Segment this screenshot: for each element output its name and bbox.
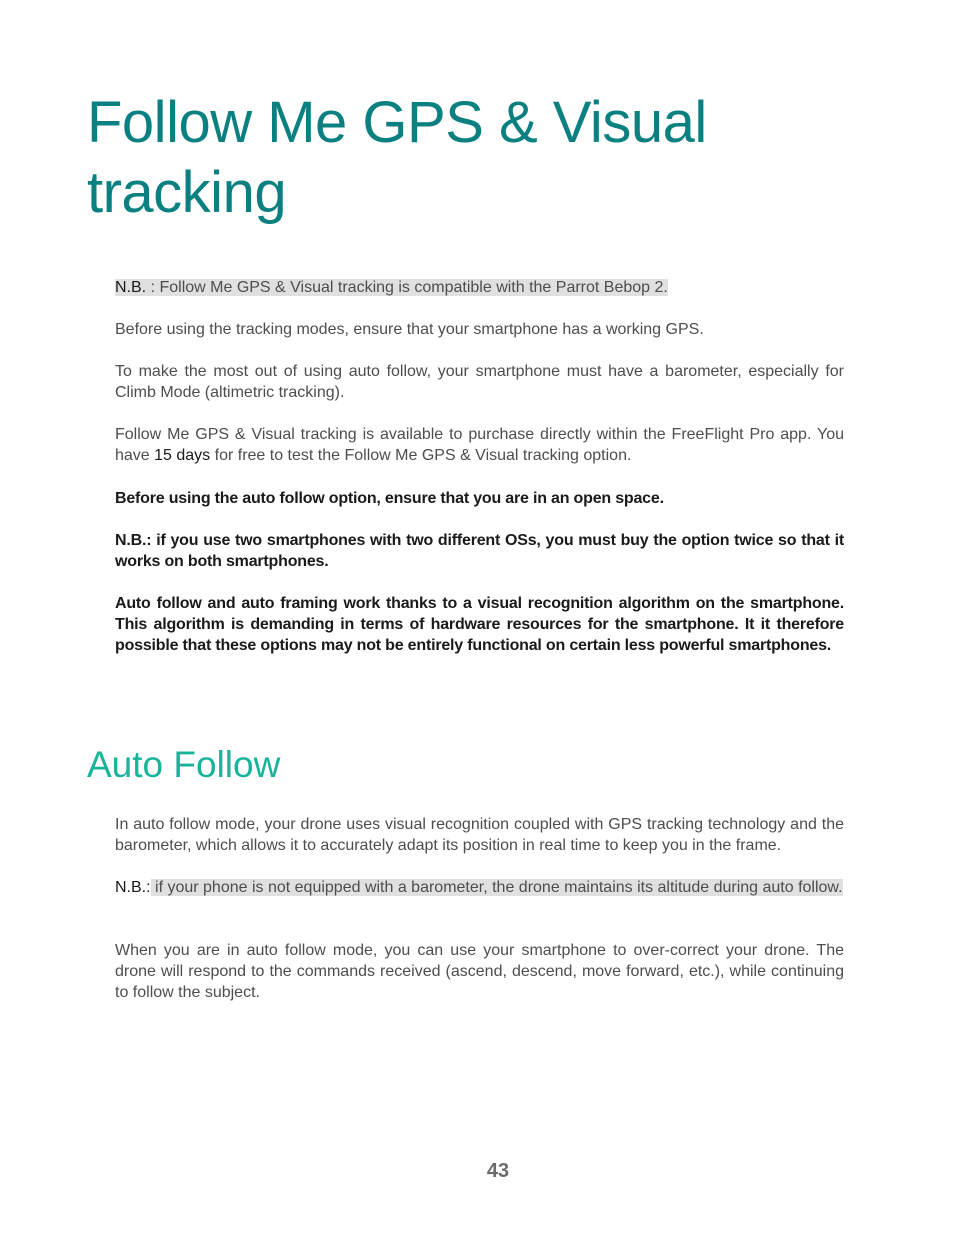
trial-days: 15 days xyxy=(154,447,211,464)
purchase-paragraph xyxy=(115,424,844,466)
barometer-paragraph: To make the most out of using auto follow, your smartphone must have a barometer, especially for Climb Mode (altimetric tracking). xyxy=(115,363,844,401)
nb2-label: N.B.: xyxy=(115,879,151,896)
nb2-text: if your phone is not equipped with a barometer, the drone maintains its altitude during auto follow. xyxy=(150,879,843,896)
nb-label: N.B. xyxy=(115,279,147,296)
nb-text: : Follow Me GPS & Visual tracking is compatible with the Parrot Bebop 2. xyxy=(146,279,668,296)
section-title-auto-follow: Auto Follow xyxy=(87,744,281,785)
nb-highlight xyxy=(115,279,668,296)
page-number: 43 xyxy=(486,1160,510,1182)
algorithm-warning: Auto follow and auto framing work thanks to a visual recognition algorithm on the smartphone. This algorithm is demanding in terms of hardware resources for the smartphone. It it therefore possible that these options may not be entirely functional on certain less powerful smartphones. xyxy=(115,595,844,654)
auto-follow-paragraph: In auto follow mode, your drone uses visual recognition coupled with GPS tracking technology and the barometer, which allows it to accurately adapt its position in real time to keep you in the frame. xyxy=(115,816,844,854)
nb-compatibility-note xyxy=(115,277,844,298)
page-title xyxy=(87,88,867,228)
gps-paragraph: Before using the tracking modes, ensure that your smartphone has a working GPS. xyxy=(115,321,704,338)
nb-barometer-note xyxy=(115,877,844,898)
page-title-line1: Follow Me GPS & Visual xyxy=(87,90,707,155)
purchase-text-before: Follow Me GPS & Visual tracking is available to purchase directly within the FreeFlight Pro app. You have xyxy=(115,426,844,464)
purchase-text-after: for free to test the Follow Me GPS & Visual tracking option. xyxy=(210,447,632,464)
two-os-warning: N.B.: if you use two smartphones with two different OSs, you must buy the option twice so that it works on both smartphones. xyxy=(115,532,844,570)
over-correct-paragraph: When you are in auto follow mode, you can use your smartphone to over-correct your drone. The drone will respond to the commands received (ascend, descend, move forward, etc.), while continuing to follow the subject. xyxy=(115,942,844,1001)
open-space-warning: Before using the auto follow option, ensure that you are in an open space. xyxy=(115,490,664,507)
page-title-line2: tracking xyxy=(87,160,287,225)
